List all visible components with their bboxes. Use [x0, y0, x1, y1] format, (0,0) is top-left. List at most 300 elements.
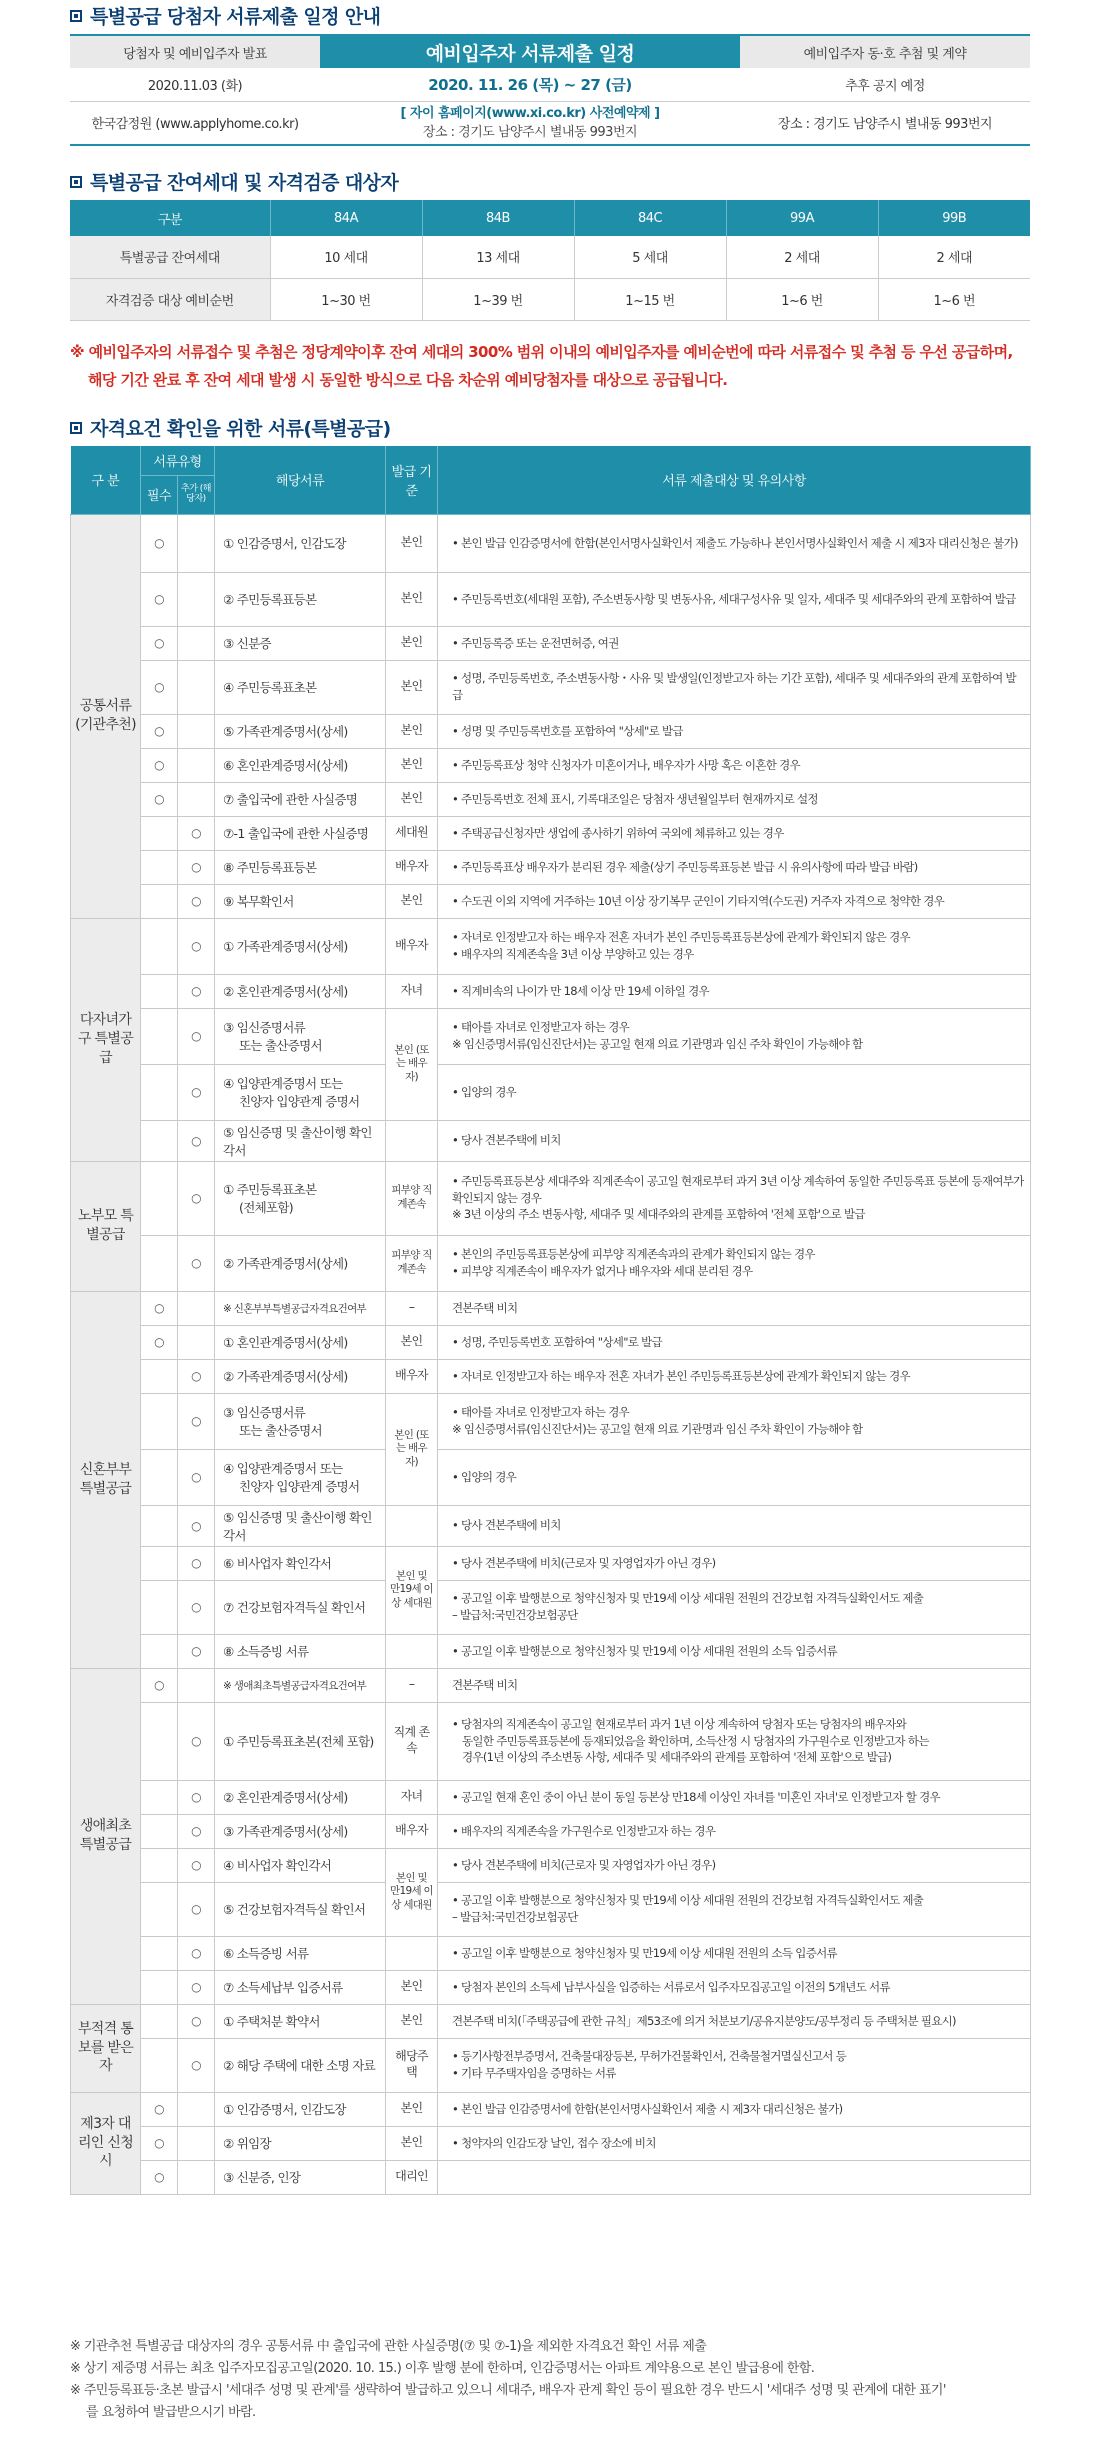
issue-basis — [386, 1505, 438, 1546]
note-line: • 피부양 직계존속이 배우자가 없거나 배우자와 세대 분리된 경우 — [452, 1264, 753, 1278]
issue-basis: 배우자 — [386, 1359, 438, 1393]
doc-line: 또는 출산증명서 — [239, 1038, 322, 1053]
required-mark: ○ — [141, 2126, 178, 2160]
document-note — [438, 1393, 1031, 1449]
issue-basis: 본인 — [386, 2004, 438, 2038]
issue-basis: 배우자 — [386, 918, 438, 974]
document-note: • 직계비속의 나이가 만 18세 이상 만 19세 이하일 경우 — [438, 974, 1031, 1008]
issue-basis: 배우자 — [386, 850, 438, 884]
reservation-note: [ 자이 홈페이지(www.xi.co.kr) 사전예약제 ] — [400, 105, 660, 121]
issue-basis: 해당주택 — [386, 2038, 438, 2092]
issue-basis: 본인 — [386, 1325, 438, 1359]
issue-basis: 본인 — [386, 660, 438, 714]
issue-basis: – — [386, 1668, 438, 1702]
required-mark — [141, 850, 178, 884]
table-row — [71, 572, 1031, 626]
required-mark: ○ — [141, 2092, 178, 2126]
document-name — [215, 1393, 386, 1449]
doc-header-document: 해당서류 — [215, 446, 386, 514]
units-header-84a: 84A — [270, 200, 422, 236]
schedule-announce-site: 한국감정원 (www.applyhome.co.kr) — [70, 101, 320, 145]
required-mark — [141, 974, 178, 1008]
additional-mark — [178, 714, 215, 748]
submit-place: 장소 : 경기도 남양주시 별내동 993번지 — [422, 124, 638, 140]
table-cell: 1~30 번 — [270, 278, 422, 320]
issue-basis: 자녀 — [386, 1780, 438, 1814]
document-name: ⑦-1 출입국에 관한 사실증명 — [215, 816, 386, 850]
document-note: • 수도권 이외 지역에 거주하는 10년 이상 장기복무 군인이 기타지역(수도권) 거주자 자격으로 청약한 경우 — [438, 884, 1031, 918]
table-row — [71, 1546, 1031, 1580]
document-name: ② 가족관계증명서(상세) — [215, 1359, 386, 1393]
table-cell: 1~39 번 — [422, 278, 574, 320]
required-mark: ○ — [141, 1291, 178, 1325]
category-first-home: 생애최초 특별공급 — [71, 1668, 141, 2004]
document-note: • 입양의 경우 — [438, 1449, 1031, 1505]
document-name: ① 혼인관계증명서(상세) — [215, 1325, 386, 1359]
document-name: ⑧ 주민등록표등본 — [215, 850, 386, 884]
table-row — [71, 1325, 1031, 1359]
table-row — [71, 1120, 1031, 1161]
doc-header-desc: 서류 제출대상 및 유의사항 — [438, 446, 1031, 514]
document-name: ④ 주민등록표초본 — [215, 660, 386, 714]
document-name: ⑦ 출입국에 관한 사실증명 — [215, 782, 386, 816]
additional-mark: ○ — [178, 1936, 215, 1970]
table-row — [71, 1702, 1031, 1780]
required-mark: ○ — [141, 1325, 178, 1359]
document-note: • 본인 발급 인감증명서에 한함(본인서명사실확인서 제출도 가능하나 본인서명사실확인서 제출 시 제3자 대리신청은 불가) — [438, 514, 1031, 572]
table-row — [71, 1393, 1031, 1449]
document-name: ⑧ 소득증빙 서류 — [215, 1634, 386, 1668]
document-note: • 공고일 현재 혼인 중이 아닌 분이 동일 등본상 만18세 이상인 자녀를 '미혼인 자녀'로 인정받고자 할 경우 — [438, 1780, 1031, 1814]
doc-header-additional: 추가 (해당자) — [178, 475, 215, 514]
issue-basis: 본인 및 만19세 이상 세대원 — [386, 1848, 438, 1936]
document-name: ② 가족관계증명서(상세) — [215, 1235, 386, 1291]
document-note: • 주민등록번호(세대원 포함), 주소변동사항 및 변동사유, 세대구성사유 및 일자, 세대주 및 세대주와의 관계 포함하여 발급 — [438, 572, 1031, 626]
issue-basis — [386, 1634, 438, 1668]
doc-line: ③ 임신증명서류 — [223, 1020, 306, 1035]
document-name: ① 주택처분 확약서 — [215, 2004, 386, 2038]
schedule-submit-place — [320, 101, 740, 145]
table-row — [71, 974, 1031, 1008]
square-bullet-icon — [70, 10, 82, 22]
document-note: • 주택공급신청자만 생업에 종사하기 위하여 국외에 체류하고 있는 경우 — [438, 816, 1031, 850]
reserve-notice — [70, 338, 1050, 394]
section1-title — [70, 2, 380, 29]
units-row-reserve — [70, 278, 1030, 320]
required-mark — [141, 884, 178, 918]
table-row — [71, 2092, 1031, 2126]
required-mark — [141, 1780, 178, 1814]
issue-basis: 본인 및 만19세 이상 세대원 — [386, 1546, 438, 1634]
document-note — [438, 1580, 1031, 1634]
document-name: ② 혼인관계증명서(상세) — [215, 1780, 386, 1814]
additional-mark: ○ — [178, 974, 215, 1008]
required-mark: ○ — [141, 2160, 178, 2194]
document-name: ※ 생애최초특별공급자격요건여부 — [215, 1668, 386, 1702]
document-name: ⑦ 소득세납부 입증서류 — [215, 1970, 386, 2004]
doc-line: 친양자 입양관계 증명서 — [239, 1094, 360, 1109]
table-row — [71, 1064, 1031, 1120]
units-header-84c: 84C — [574, 200, 726, 236]
table-row — [71, 782, 1031, 816]
required-mark — [141, 1814, 178, 1848]
doc-header-basis: 발급 기준 — [386, 446, 438, 514]
document-name: ② 위임장 — [215, 2126, 386, 2160]
additional-mark: ○ — [178, 884, 215, 918]
table-row — [71, 2004, 1031, 2038]
document-note: • 당첨자 본인의 소득세 납부사실을 입증하는 서류로서 입주자모집공고일 이전의 5개년도 서류 — [438, 1970, 1031, 2004]
table-cell: 2 세대 — [726, 236, 878, 278]
required-mark: ○ — [141, 782, 178, 816]
note-line: – 발급처:국민건강보험공단 — [452, 1910, 578, 1924]
schedule-table — [70, 34, 1030, 146]
additional-mark — [178, 626, 215, 660]
document-name: ③ 신분증, 인장 — [215, 2160, 386, 2194]
additional-mark: ○ — [178, 1702, 215, 1780]
table-cell: 1~6 번 — [726, 278, 878, 320]
document-name: ① 주민등록표초본(전체 포함) — [215, 1702, 386, 1780]
required-mark: ○ — [141, 748, 178, 782]
note-line: 동일한 주민등록표등본에 등재되었음을 확인하며, 소득산정 시 당첨자의 가구원수로 인정받고자 하는 — [462, 1733, 929, 1748]
document-note: 견본주택 비치 — [438, 1291, 1031, 1325]
document-name: ⑥ 소득증빙 서류 — [215, 1936, 386, 1970]
additional-mark — [178, 1325, 215, 1359]
required-mark: ○ — [141, 660, 178, 714]
schedule-submit-date: 2020. 11. 26 (목) ~ 27 (금) — [320, 68, 740, 101]
required-mark — [141, 2004, 178, 2038]
table-row — [71, 714, 1031, 748]
issue-basis: 배우자 — [386, 1814, 438, 1848]
document-name: ⑤ 임신증명 및 출산이행 확인각서 — [215, 1120, 386, 1161]
schedule-header-announce: 당첨자 및 예비입주자 발표 — [70, 35, 320, 68]
document-name — [215, 1449, 386, 1505]
required-mark — [141, 1161, 178, 1235]
required-mark: ○ — [141, 1668, 178, 1702]
table-row — [71, 514, 1031, 572]
units-header-99a: 99A — [726, 200, 878, 236]
additional-mark: ○ — [178, 1848, 215, 1882]
document-name: ② 해당 주택에 대한 소명 자료 — [215, 2038, 386, 2092]
additional-mark — [178, 572, 215, 626]
doc-line: (전체포함) — [239, 1200, 293, 1215]
footnote: 를 요청하여 발급받으시기 바람. — [86, 2405, 256, 2420]
document-note — [438, 1008, 1031, 1064]
required-mark — [141, 1702, 178, 1780]
additional-mark — [178, 2160, 215, 2194]
required-mark — [141, 1882, 178, 1936]
table-row — [71, 850, 1031, 884]
additional-mark — [178, 782, 215, 816]
note-line: • 본인의 주민등록표등본상에 피부양 직계존속과의 관계가 확인되지 않는 경우 — [452, 1247, 815, 1262]
document-note: • 청약자의 인감도장 날인, 접수 장소에 비치 — [438, 2126, 1031, 2160]
document-note: • 공고일 이후 발행분으로 청약신청자 및 만19세 이상 세대원 전원의 소득 입증서류 — [438, 1634, 1031, 1668]
note-line: • 등기사항전부증명서, 건축물대장등본, 무허가건물확인서, 건축물철거멸실신고서 등 — [452, 2049, 847, 2064]
section2-title-text: 특별공급 잔여세대 및 자격검증 대상자 — [90, 172, 399, 194]
table-row — [71, 1580, 1031, 1634]
issue-basis: 자녀 — [386, 974, 438, 1008]
doc-header-type: 서류유형 — [141, 446, 215, 475]
note-line: – 발급처:국민건강보험공단 — [452, 1608, 578, 1622]
document-note: • 입양의 경우 — [438, 1064, 1031, 1120]
required-mark — [141, 1008, 178, 1064]
document-name: ⑥ 혼인관계증명서(상세) — [215, 748, 386, 782]
note-line: • 태아를 자녀로 인정받고자 하는 경우 — [452, 1405, 630, 1420]
note-line: • 자녀로 인정받고자 하는 배우자 전혼 자녀가 본인 주민등록표등본상에 관계가 확인되지 않은 경우 — [452, 930, 910, 945]
document-note — [438, 1702, 1031, 1780]
document-note: • 성명, 주민등록번호, 주소변동사항・사유 및 발생일(인정받고자 하는 기간 포함), 세대주 및 세대주와의 관계 포함하여 발급 — [438, 660, 1031, 714]
table-row — [71, 1505, 1031, 1546]
documents-table — [70, 446, 1031, 2195]
doc-line: ① 주민등록표초본 — [223, 1182, 317, 1197]
footnotes — [70, 2336, 1050, 2424]
document-note: • 본인 발급 인감증명서에 한함(본인서명사실확인서 제출 시 제3자 대리신청은 불가) — [438, 2092, 1031, 2126]
issue-basis: 본인 — [386, 748, 438, 782]
required-mark — [141, 1505, 178, 1546]
required-mark — [141, 1970, 178, 2004]
document-name: ① 인감증명서, 인감도장 — [215, 2092, 386, 2126]
issue-basis: – — [386, 1291, 438, 1325]
doc-line: ④ 입양관계증명서 또는 — [223, 1461, 343, 1476]
footnote: ※ 상기 제증명 서류는 최초 입주자모집공고일(2020. 10. 15.) 이후 발행 분에 한하며, 인감증명서는 아파트 계약용으로 본인 발급용에 한함. — [70, 2361, 815, 2376]
issue-basis: 본인 (또는 배우자) — [386, 1393, 438, 1505]
document-note: • 당사 견본주택에 비치(근로자 및 자영업자가 아닌 경우) — [438, 1848, 1031, 1882]
document-note: • 당사 견본주택에 비치 — [438, 1120, 1031, 1161]
table-row — [71, 1814, 1031, 1848]
table-row — [71, 1970, 1031, 2004]
document-name: ⑦ 건강보험자격득실 확인서 — [215, 1580, 386, 1634]
issue-basis: 본인 — [386, 782, 438, 816]
issue-basis: 본인 — [386, 714, 438, 748]
category-common: 공통서류 (기관추천) — [71, 514, 141, 918]
required-mark — [141, 1120, 178, 1161]
table-cell: 2 세대 — [878, 236, 1030, 278]
additional-mark: ○ — [178, 816, 215, 850]
table-row — [71, 2160, 1031, 2194]
table-cell: 특별공급 잔여세대 — [70, 236, 270, 278]
document-name: ⑨ 복무확인서 — [215, 884, 386, 918]
note-line: • 공고일 이후 발행분으로 청약신청자 및 만19세 이상 세대원 전원의 건강보험 자격득실확인서도 제출 — [452, 1893, 924, 1908]
additional-mark: ○ — [178, 1546, 215, 1580]
document-note: 견본주택 비치 — [438, 1668, 1031, 1702]
table-row — [71, 626, 1031, 660]
required-mark — [141, 1546, 178, 1580]
document-name — [215, 1161, 386, 1235]
document-name: ④ 비사업자 확인각서 — [215, 1848, 386, 1882]
required-mark: ○ — [141, 572, 178, 626]
document-name: ※ 신혼부부특별공급자격요건여부 — [215, 1291, 386, 1325]
table-row — [71, 1161, 1031, 1235]
table-row — [71, 1634, 1031, 1668]
schedule-announce-date: 2020.11.03 (화) — [70, 68, 320, 101]
document-note: • 주민등록번호 전체 표시, 기록대조일은 당첨자 생년월일부터 현재까지로 설정 — [438, 782, 1031, 816]
additional-mark — [178, 660, 215, 714]
required-mark: ○ — [141, 714, 178, 748]
document-note: • 주민등록표상 청약 신청자가 미혼이거나, 배우자가 사망 혹은 이혼한 경우 — [438, 748, 1031, 782]
document-note: • 당사 견본주택에 비치 — [438, 1505, 1031, 1546]
footnote: ※ 기관추천 특별공급 대상자의 경우 공통서류 中 출입국에 관한 사실증명(⑦ 및 ⑦-1)을 제외한 자격요건 확인 서류 제출 — [70, 2339, 707, 2354]
section3-title-text: 자격요건 확인을 위한 서류(특별공급) — [90, 418, 391, 440]
footnote: ※ 주민등록표등·초본 발급시 '세대주 성명 및 관계'를 생략하여 발급하고 있으니 세대주, 배우자 관계 확인 등이 필요한 경우 반드시 '세대주 성명 및 관계에 대한 표기' — [70, 2383, 946, 2398]
issue-basis: 본인 — [386, 2092, 438, 2126]
document-name: ① 인감증명서, 인감도장 — [215, 514, 386, 572]
issue-basis: 본인 — [386, 626, 438, 660]
document-name: ③ 가족관계증명서(상세) — [215, 1814, 386, 1848]
document-name: ③ 신분증 — [215, 626, 386, 660]
schedule-header-submit: 예비입주자 서류제출 일정 — [320, 35, 740, 68]
document-name: ① 가족관계증명서(상세) — [215, 918, 386, 974]
table-row — [71, 1936, 1031, 1970]
schedule-contract-place: 장소 : 경기도 남양주시 별내동 993번지 — [740, 101, 1030, 145]
category-elderly-parents: 노부모 특별공급 — [71, 1161, 141, 1291]
table-cell: 자격검증 대상 예비순번 — [70, 278, 270, 320]
additional-mark: ○ — [178, 1882, 215, 1936]
table-row — [71, 660, 1031, 714]
document-note: • 주민등록증 또는 운전면허증, 여권 — [438, 626, 1031, 660]
additional-mark: ○ — [178, 850, 215, 884]
table-row — [71, 2038, 1031, 2092]
table-row — [71, 816, 1031, 850]
units-header-category: 구분 — [70, 200, 270, 236]
issue-basis: 본인 — [386, 2126, 438, 2160]
additional-mark: ○ — [178, 1780, 215, 1814]
additional-mark: ○ — [178, 1580, 215, 1634]
table-row — [71, 1008, 1031, 1064]
document-name: ⑤ 임신증명 및 출산이행 확인각서 — [215, 1505, 386, 1546]
note-line: • 기타 무주택자임을 증명하는 서류 — [452, 2066, 616, 2080]
doc-line: ③ 임신증명서류 — [223, 1405, 306, 1420]
additional-mark: ○ — [178, 1634, 215, 1668]
doc-line: ④ 입양관계증명서 또는 — [223, 1076, 343, 1091]
issue-basis: 세대원 — [386, 816, 438, 850]
table-row — [71, 1359, 1031, 1393]
note-line: • 태아를 자녀로 인정받고자 하는 경우 — [452, 1020, 630, 1035]
additional-mark: ○ — [178, 1064, 215, 1120]
table-row — [71, 748, 1031, 782]
document-note: • 주민등록표상 배우자가 분리된 경우 제출(상기 주민등록표등본 발급 시 유의사항에 따라 발급 바람) — [438, 850, 1031, 884]
table-cell: 13 세대 — [422, 236, 574, 278]
additional-mark: ○ — [178, 1505, 215, 1546]
table-row — [71, 1848, 1031, 1882]
document-name — [215, 1008, 386, 1064]
document-note — [438, 2038, 1031, 2092]
doc-header-required: 필수 — [141, 475, 178, 514]
document-note: • 성명 및 주민등록번호를 포함하여 "상세"로 발급 — [438, 714, 1031, 748]
table-row — [71, 1780, 1031, 1814]
additional-mark: ○ — [178, 1970, 215, 2004]
required-mark: ○ — [141, 514, 178, 572]
table-cell: 10 세대 — [270, 236, 422, 278]
section3-title — [70, 414, 391, 441]
units-row-remaining — [70, 236, 1030, 278]
table-row — [71, 1235, 1031, 1291]
category-multi-child: 다자녀가구 특별공급 — [71, 918, 141, 1161]
doc-header-category: 구 분 — [71, 446, 141, 514]
document-note: • 공고일 이후 발행분으로 청약신청자 및 만19세 이상 세대원 전원의 소득 입증서류 — [438, 1936, 1031, 1970]
issue-basis: 본인 — [386, 572, 438, 626]
issue-basis — [386, 1120, 438, 1161]
document-note — [438, 1882, 1031, 1936]
note-line: • 공고일 이후 발행분으로 청약신청자 및 만19세 이상 세대원 전원의 건강보험 자격득실확인서도 제출 — [452, 1591, 924, 1606]
document-note: • 성명, 주민등록번호 포함하여 "상세"로 발급 — [438, 1325, 1031, 1359]
table-cell: 1~15 번 — [574, 278, 726, 320]
required-mark — [141, 1064, 178, 1120]
additional-mark: ○ — [178, 1161, 215, 1235]
additional-mark: ○ — [178, 1008, 215, 1064]
table-row — [71, 918, 1031, 974]
table-row — [71, 1449, 1031, 1505]
required-mark — [141, 1359, 178, 1393]
issue-basis: 본인 — [386, 514, 438, 572]
section2-title — [70, 168, 398, 195]
additional-mark: ○ — [178, 1235, 215, 1291]
required-mark — [141, 2038, 178, 2092]
doc-line: 친양자 입양관계 증명서 — [239, 1479, 360, 1494]
additional-mark — [178, 1668, 215, 1702]
document-name: ⑤ 가족관계증명서(상세) — [215, 714, 386, 748]
additional-mark: ○ — [178, 2004, 215, 2038]
doc-line: 또는 출산증명서 — [239, 1423, 322, 1438]
required-mark — [141, 1634, 178, 1668]
required-mark — [141, 1936, 178, 1970]
additional-mark — [178, 514, 215, 572]
notice-line: 해당 기간 완료 후 잔여 세대 발생 시 동일한 방식으로 다음 차순위 예비당첨자를 대상으로 공급됩니다. — [88, 371, 728, 389]
required-mark — [141, 1848, 178, 1882]
issue-basis: 본인 — [386, 884, 438, 918]
document-note: 견본주택 비치(「주택공급에 관한 규칙」제53조에 의거 처분보기/공유지분양도/공부정리 등 주택처분 필요시) — [438, 2004, 1031, 2038]
note-line: ※ 임신증명서류(임신진단서)는 공고일 현재 의료 기관명과 임신 주차 확인이 가능해야 함 — [452, 1037, 863, 1051]
note-line: ※ 3년 이상의 주소 변동사항, 세대주 및 세대주와의 관계를 포함하여 '전체 포함'으로 발급 — [452, 1207, 865, 1222]
table-row — [71, 1291, 1031, 1325]
remaining-units-table — [70, 200, 1030, 321]
document-name: ⑤ 건강보험자격득실 확인서 — [215, 1882, 386, 1936]
square-bullet-icon — [70, 422, 82, 434]
units-header-99b: 99B — [878, 200, 1030, 236]
issue-basis — [386, 1936, 438, 1970]
note-line: • 배우자의 직계존속을 3년 이상 부양하고 있는 경우 — [452, 947, 694, 961]
table-row — [71, 2126, 1031, 2160]
additional-mark: ○ — [178, 1359, 215, 1393]
issue-basis: 대리인 — [386, 2160, 438, 2194]
table-row — [71, 1668, 1031, 1702]
required-mark — [141, 1580, 178, 1634]
required-mark — [141, 1393, 178, 1449]
required-mark — [141, 1449, 178, 1505]
notice-line: ※ 예비입주자의 서류접수 및 추첨은 정당계약이후 잔여 세대의 300% 범위 이내의 예비입주자를 예비순번에 따라 서류접수 및 추첨 등 우선 공급하며, — [70, 343, 1013, 361]
note-line: ※ 임신증명서류(임신진단서)는 공고일 현재 의료 기관명과 임신 주차 확인이 가능해야 함 — [452, 1422, 863, 1436]
document-note — [438, 2160, 1031, 2194]
document-name — [215, 1064, 386, 1120]
schedule-header-contract: 예비입주자 동·호 추첨 및 계약 — [740, 35, 1030, 68]
additional-mark: ○ — [178, 2038, 215, 2092]
schedule-contract-date: 추후 공지 예정 — [740, 68, 1030, 101]
required-mark — [141, 1235, 178, 1291]
required-mark: ○ — [141, 626, 178, 660]
additional-mark — [178, 1291, 215, 1325]
note-line: • 당첨자의 직계존속이 공고일 현재로부터 과거 1년 이상 계속하여 당첨자 또는 당첨자의 배우자와 — [452, 1716, 907, 1731]
document-note — [438, 1235, 1031, 1291]
table-row — [71, 884, 1031, 918]
issue-basis: 본인 — [386, 1970, 438, 2004]
additional-mark: ○ — [178, 1393, 215, 1449]
required-mark — [141, 816, 178, 850]
document-note — [438, 1161, 1031, 1235]
table-cell: 1~6 번 — [878, 278, 1030, 320]
units-header-84b: 84B — [422, 200, 574, 236]
category-newlyweds: 신혼부부 특별공급 — [71, 1291, 141, 1668]
additional-mark — [178, 2126, 215, 2160]
note-line: 경우(1년 이상의 주소변동 사항, 세대주 및 세대주와의 관계를 포함하여 '전체 포함'으로 발급) — [462, 1750, 892, 1765]
document-note: • 당사 견본주택에 비치(근로자 및 자영업자가 아닌 경우) — [438, 1546, 1031, 1580]
